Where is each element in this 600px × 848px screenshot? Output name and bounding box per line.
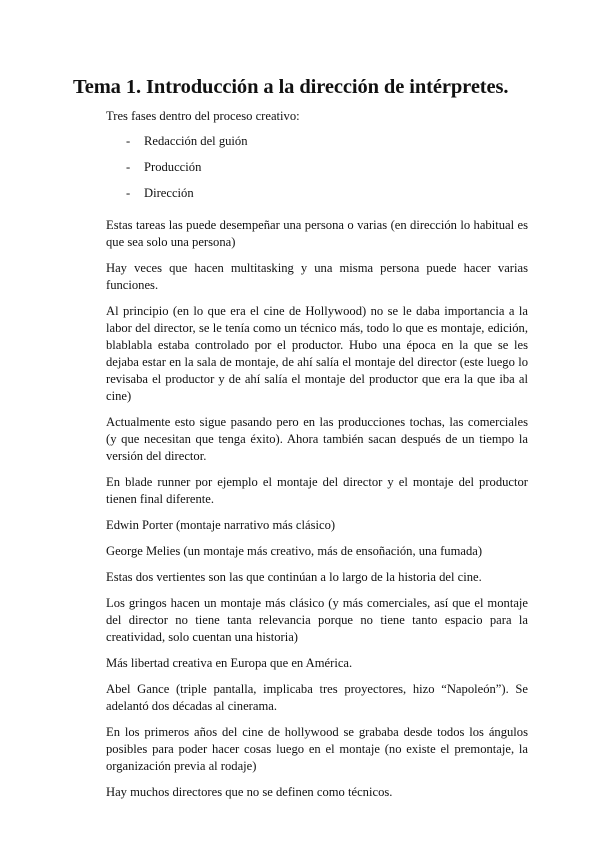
paragraph: Hay veces que hacen multitasking y una misma persona puede hacer varias funciones.	[106, 261, 528, 292]
list-item-text: Dirección	[144, 186, 194, 200]
paragraph: George Melies (un montaje más creativo, más de ensoñación, una fumada)	[106, 544, 483, 558]
list-item-text: Producción	[144, 160, 202, 174]
document-body	[106, 108, 528, 810]
paragraph: Al principio (en lo que era el cine de Hollywood) no se le daba importancia a la labor del director, se le tenía como un técnico más, todo lo que es montaje, edición, blablabla estaba controlado por el productor. Hubo una época en la que se les dejaba estar en la sala de montaje, de ahí salía el montaje del director (este luego lo revisaba el productor y de ahí salía el montaje del productor que era la que iba al cine)	[106, 304, 528, 403]
list-item	[106, 185, 528, 211]
bullet-dash: -	[126, 160, 131, 174]
paragraph: Edwin Porter (montaje narrativo más clásico)	[106, 518, 336, 532]
phases-list	[106, 133, 528, 211]
list-item-text: Redacción del guión	[144, 134, 248, 148]
paragraph: Estas tareas las puede desempeñar una persona o varias (en dirección lo habitual es que sea solo una persona)	[106, 218, 528, 249]
bullet-dash: -	[126, 186, 131, 200]
paragraph: Abel Gance (triple pantalla, implicaba tres proyectores, hizo “Napoleón”). Se adelantó dos décadas al cinerama.	[106, 682, 528, 713]
intro-text: Tres fases dentro del proceso creativo:	[106, 109, 300, 123]
list-item	[106, 133, 528, 159]
paragraph: Estas dos vertientes son las que continúan a lo largo de la historia del cine.	[106, 570, 482, 584]
bullet-dash: -	[126, 134, 131, 148]
paragraph: En los primeros años del cine de hollywood se grababa desde todos los ángulos posibles para poder hacer cosas luego en el montaje (no existe el premontaje, la organización previa al rodaje)	[106, 725, 528, 773]
paragraph: En blade runner por ejemplo el montaje del director y el montaje del productor tienen final diferente.	[106, 475, 528, 506]
paragraph: Los gringos hacen un montaje más clásico (y más comerciales, así que el montaje del director no tiene tanta relevancia porque no tiene tanto espacio para la creatividad, solo cuentan una historia)	[106, 596, 528, 644]
paragraph: Más libertad creativa en Europa que en América.	[106, 656, 353, 670]
document-title: Tema 1. Introducción a la dirección de intérpretes.	[73, 76, 509, 98]
list-item	[106, 159, 528, 185]
paragraph: Hay muchos directores que no se definen como técnicos.	[106, 785, 393, 799]
paragraph: Actualmente esto sigue pasando pero en las producciones tochas, las comerciales (y que necesitan que tenga éxito). Ahora también sacan después de un tiempo la versión del director.	[106, 415, 528, 463]
